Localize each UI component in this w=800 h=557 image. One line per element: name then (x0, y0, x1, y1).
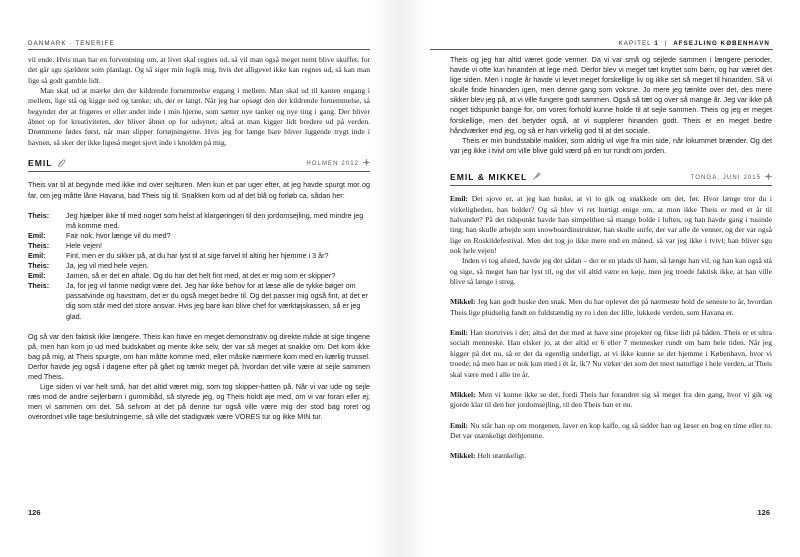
paragraph: Man skal ud at mærke den der kildrende fornemmelse engang i mellem. Man skal ud til kanten engang i mellem, lige stå og kigge ned og tænke; uh, der er langt. Når jeg har opsøgt den der kildrende fornemmelse, så begynder der at frigøres et eller andet inde i min hjerne, som sætter nye tanker og nye ting i gang. Der bliver åbnet op for kreativiteten, der bliver åbnet op for udsynet; altså at man kigger lidt bredere ud på verden. Drømmene fødes først, når man slipper fortøjningerne. Hvis jeg for længe bare bliver liggende trygt inde i havnen, så sker der ikke ligeså meget sjovt inde i knolden på mig. (28, 86, 370, 147)
speaker: Emil: (450, 194, 469, 204)
speaker: Theis: (28, 210, 50, 220)
section-header-emil-mikkel (450, 172, 772, 186)
page-number-left: 126 (28, 508, 41, 517)
section-meta-group (691, 172, 772, 183)
header-rule (430, 49, 773, 50)
speaker: Theis: (28, 240, 50, 250)
exchange (450, 194, 772, 256)
dialogue-line: Jeg hjælper ikke til med noget som helst af klargøringen til den jordomsejling, med mindre jeg må komme med. (66, 210, 364, 230)
section-meta: TONGA, JUNI 2015 (690, 175, 762, 181)
left-body (28, 55, 370, 423)
speaker: Mikkel: (450, 389, 476, 399)
speaker: Emil: (450, 420, 469, 430)
exchange-text: Jeg kan godt huske den snak. Men du har oplevet det på nærmeste hold de seneste to år, hvordan Theis lige pludselig fandt en fuldstændig ny ro i den der lille, lukkede verden, som Havana er. (450, 297, 773, 317)
exchange (450, 328, 772, 380)
paragraph: Lige siden vi var helt små, har det altid været mig, som tog skipper-hatten på. Når vi var ude og sejle ræs mod de andre sejlerbørn i gummibåd, så styrede jeg, og Theis holdt øje med, om vi var foran eller ej; men vi sammen om det. Så selvom at det på denne tur også ville være mig der stod bag roret og overordnet ville tage beslutningerne, så ville det stadigvæk være VORES tur og ikke MIN tur. (28, 382, 370, 422)
section-title-group (450, 172, 541, 183)
exchange (450, 421, 772, 442)
speaker: Theis: (28, 281, 50, 291)
exchange (450, 390, 772, 411)
right-page (400, 0, 800, 557)
paperclip-icon (57, 158, 66, 167)
running-head-left: DANMARK · TENERIFE (28, 40, 115, 47)
chapter-title: AFSEJLING KØBENHAVN (673, 40, 770, 47)
dialogue-line: Ja, for jeg vil fanme nødigt være det. Jeg har ikke behov for at læse alle de tykke bøger om passatvinde og havstrøm, det er du også meget bedre til. Og det passer mig også fint, at det er dig som står med det store ansvar. Hvis jeg bare kan blive chef for værktøjskassen, så er jeg glad. (66, 281, 369, 321)
speaker: Emil: (28, 271, 46, 281)
page-number-right: 126 (757, 508, 770, 517)
section-intro: Theis var til at begynde med ikke ind over sejlturen. Men kun et par uger efter, at jeg havde spurgt mor og far, om jeg måtte låne Havana, bad Theis sig til. Snakken kom ud af det blå og forløb ca. sådan her: (28, 180, 370, 200)
exchange-text: Han stortrives i det; altså det der med at have sine projekter og fikse lidt på båden. Theis er et ultra socialt menneske. Han elsker jo, at der altid er 6 eller 7 mennesker rundt om ham hele tiden. Når jeg kigger på det nu, så er det da egentlig underligt, at vi ikke kunne se det hjemme i København, hvor vi troede; nå men han er nok kun med i ét år, ik'? Nu virker det som det mest naturlige i hele verden, at Theis skal være med i alle tre år. (450, 328, 773, 379)
paragraph: vil ende. Hvis man har en forventning om, at livet skal regnes ud, så vil man også meget nemt blive skuffet, for det går sgu sjældent som planlagt. Og så siger min logik mig, hvis det alligevel ikke kan regnes ud, så kan man lige så godt gamble lidt. (28, 55, 370, 85)
dialogue-line: Ja, jeg vil med hele vejen. (66, 261, 149, 271)
section-meta-group (306, 158, 370, 169)
exchange-continuation: Inden vi tog afsted, havde jeg det sådan – der er en plads til ham, så længe han vil, og han kan også stå og sige, så meget han har lyst til, og der vil altid være en køje, men jeg troede faktisk ikke, at han ville blive så længe i streg. (450, 256, 772, 287)
speaker: Mikkel: (450, 451, 476, 461)
compass-cross-icon (765, 173, 772, 180)
section-meta: HOLMEN 2012 (306, 161, 360, 168)
header-rule (28, 49, 370, 50)
right-body (450, 55, 772, 156)
chapter-label: KAPITEL (618, 40, 652, 47)
speaker: Mikkel: (450, 297, 476, 307)
section-title: EMIL (28, 158, 53, 169)
paragraph: Theis og jeg har altid været gode venner. Da vi var små og sejlede sammen i længere perioder, havde vi ofte kun hinanden at lege med. Derfor blev vi meget tæt knyttet som børn, og har været det lige siden. Men i nogle år havde vi levet meget forskellige liv og ikke set så meget til hinanden. Så vi skulle finde hinanden igen, men denne gang som voksne. Jo mere jeg tænkte over det, des mere sikker blev jeg på, at vi ville fungere godt sammen. Også så tæt og over så mange år. Jeg var ikke på noget tidspunkt bange for, om vores forhold kunne holde til at sejle sammen. Theis og jeg er meget forskellige, men det betyder også, at vi supplerer hinanden godt. Theis er en meget bedre håndværker end jeg, og så er han virkelig god til at det sociale. (450, 55, 773, 135)
dialogue-line: Fair nok, hvor længe vil du med? (66, 230, 171, 240)
chapter-number: 1 (654, 40, 659, 47)
compass-cross-icon (363, 159, 370, 166)
exchange-text: Det sjove er, at jeg kan huske, at vi to gik og snakkede om det, før. Hvor længe tror du i virkeligheden, han holder? Og så blev vi ret hurtigt enige om, at mon ikke Theis er med et år til halvandet? På det tidspunkt havde han simpelthen så mange bolde i luften, og han havde gang i tusinde ting; han skulle arbejde som snowboardinstruktør, han skulle surfe, der var alle de venner, og der var også lige en Roskildefestival. Men det tog jo ikke mere end en måned, så var jeg ikke i tvivl; han bliver sgu nok hele vejen! (450, 194, 772, 256)
exchange-text: Men vi kunne ikke se det, fordi Theis har forandret sig så meget fra den gang, hvor vi gik og gjorde klar til den her jordomsejling, til den Theis han er nu. (450, 389, 772, 410)
dialogue-line: Fint, men er du sikker på, at du har lyst til at sige farvel til alting her hjemme i 3 år? (66, 251, 329, 260)
exchange-text: Helt utænkeligt. (477, 451, 527, 461)
exchange-text: Nu står han op om morgenen, laver en kop kaffe, og så sidder han og læser en bog en time eller to. Det var utænkeligt derhjemme. (450, 420, 772, 440)
paragraph: Og så var den faktisk ikke længere. Theis kan have en meget demonstrativ og direkte måde at sige tingene på, men han kom jo ud med budskabet og mente ikke selv, der var så meget at snakke om. Det kom ikke bag på mig, at Theis spurgte, om han måtte komme med, eller måske nærmere kom med en kærlig trussel. Derfor havde jeg også i dagene efter på gået og tænkt meget på, hvordan det ville være at sejle sammen med Theis. (28, 331, 370, 382)
section-title: EMIL & MIKKEL (450, 172, 528, 182)
section-title-group (28, 158, 66, 169)
dialogue-line: Hele vejen! (66, 240, 102, 250)
speaker: Emil: (28, 230, 46, 240)
feather-icon (532, 172, 541, 181)
speaker: Theis: (28, 261, 50, 271)
speaker: Emil: (28, 251, 46, 260)
speaker: Emil: (450, 328, 469, 338)
paragraph: Theis er min bundstabile makker, som aldrig vil vige fra min side, når lokummet brænder. Og det var jeg ikke i tvivl om ville blive guld værd på en tur rundt om jorden. (450, 135, 772, 155)
right-section (450, 172, 772, 462)
exchange (450, 451, 772, 461)
dialogue (28, 211, 370, 322)
dialogue-line: Jamen, så er det en aftale. Og du har det helt fint med, at det er mig som er skipper? (66, 271, 336, 281)
section-header-emil (28, 158, 370, 172)
exchange (450, 297, 772, 318)
running-head-right: KAPITEL 1 | AFSEJLING KØBENHAVN (618, 40, 770, 47)
